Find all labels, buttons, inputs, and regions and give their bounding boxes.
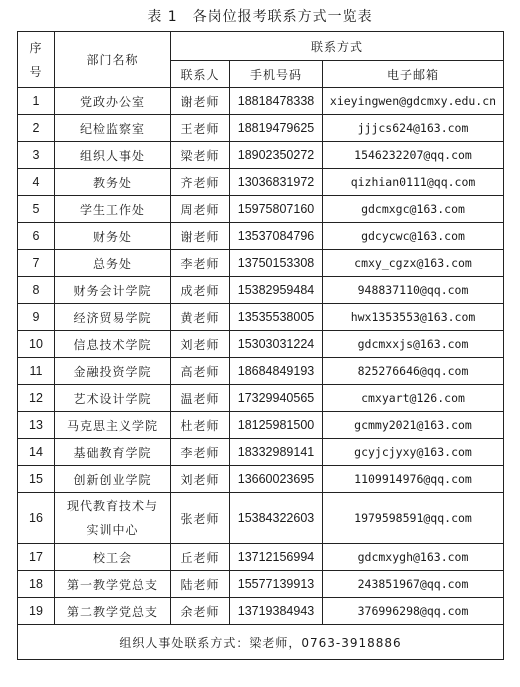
table-row	[18, 466, 504, 493]
email-address: cmxy_cgzx@163.com	[323, 250, 504, 277]
header-phone: 手机号码	[230, 61, 323, 88]
contact-person: 高老师	[171, 358, 230, 385]
contact-person: 周老师	[171, 196, 230, 223]
contact-person: 黄老师	[171, 304, 230, 331]
phone-number: 17329940565	[230, 385, 323, 412]
row-number: 19	[18, 598, 55, 625]
department-name-line-2: 实训中心	[86, 523, 139, 537]
contact-person: 刘老师	[171, 331, 230, 358]
row-number: 7	[18, 250, 55, 277]
phone-number: 18818478338	[230, 88, 323, 115]
header-index-label: 序号	[29, 40, 43, 79]
header-email: 电子邮箱	[323, 61, 504, 88]
department-name	[55, 493, 171, 544]
department-name: 党政办公室	[55, 88, 171, 115]
table-title: 表 1 各岗位报考联系方式一览表	[147, 9, 373, 25]
row-number: 8	[18, 277, 55, 304]
email-address: 1109914976@qq.com	[323, 466, 504, 493]
contact-person: 李老师	[171, 439, 230, 466]
table-row	[18, 571, 504, 598]
table-row	[18, 385, 504, 412]
contact-person: 谢老师	[171, 223, 230, 250]
row-number: 12	[18, 385, 55, 412]
contact-table	[17, 31, 504, 660]
row-number: 9	[18, 304, 55, 331]
phone-number: 15577139913	[230, 571, 323, 598]
contact-person: 梁老师	[171, 142, 230, 169]
email-address: 1546232207@qq.com	[323, 142, 504, 169]
contact-person: 杜老师	[171, 412, 230, 439]
contact-person: 陆老师	[171, 571, 230, 598]
table-row	[18, 598, 504, 625]
table-row	[18, 142, 504, 169]
contact-person: 王老师	[171, 115, 230, 142]
department-name-line-1: 现代教育技术与	[66, 499, 158, 513]
row-number: 6	[18, 223, 55, 250]
table-row	[18, 250, 504, 277]
department-name: 金融投资学院	[55, 358, 171, 385]
email-address: gdcmxxjs@163.com	[323, 331, 504, 358]
phone-number: 18684849193	[230, 358, 323, 385]
header-contact-person: 联系人	[171, 61, 230, 88]
row-number: 17	[18, 544, 55, 571]
row-number: 14	[18, 439, 55, 466]
phone-number: 13537084796	[230, 223, 323, 250]
phone-number: 15975807160	[230, 196, 323, 223]
row-number: 1	[18, 88, 55, 115]
table-row	[18, 544, 504, 571]
email-address: 1979598591@qq.com	[323, 493, 504, 544]
row-number: 5	[18, 196, 55, 223]
department-name: 马克思主义学院	[55, 412, 171, 439]
phone-number: 13750153308	[230, 250, 323, 277]
department-name: 教务处	[55, 169, 171, 196]
email-address: gcmmy2021@163.com	[323, 412, 504, 439]
email-address: 243851967@qq.com	[323, 571, 504, 598]
contact-person: 成老师	[171, 277, 230, 304]
email-address: gdcycwc@163.com	[323, 223, 504, 250]
table-row	[18, 439, 504, 466]
contact-person: 温老师	[171, 385, 230, 412]
row-number: 3	[18, 142, 55, 169]
contact-person: 齐老师	[171, 169, 230, 196]
phone-number: 13535538005	[230, 304, 323, 331]
phone-number: 18819479625	[230, 115, 323, 142]
department-name: 校工会	[55, 544, 171, 571]
header-index	[18, 32, 55, 88]
table-row	[18, 196, 504, 223]
email-address: hwx1353553@163.com	[323, 304, 504, 331]
department-name: 创新创业学院	[55, 466, 171, 493]
table-row	[18, 88, 504, 115]
footer-row	[18, 625, 504, 660]
department-name: 第一教学党总支	[55, 571, 171, 598]
table-row	[18, 358, 504, 385]
contact-person: 余老师	[171, 598, 230, 625]
email-address: 376996298@qq.com	[323, 598, 504, 625]
phone-number: 18125981500	[230, 412, 323, 439]
footer-contact-note: 组织人事处联系方式：梁老师，0763-3918886	[18, 625, 504, 660]
department-name: 学生工作处	[55, 196, 171, 223]
email-address: gdcmxgc@163.com	[323, 196, 504, 223]
row-number: 16	[18, 493, 55, 544]
phone-number: 13719384943	[230, 598, 323, 625]
row-number: 4	[18, 169, 55, 196]
department-name: 信息技术学院	[55, 331, 171, 358]
row-number: 10	[18, 331, 55, 358]
row-number: 18	[18, 571, 55, 598]
email-address: gcyjcjyxy@163.com	[323, 439, 504, 466]
email-address: 948837110@qq.com	[323, 277, 504, 304]
email-address: qizhian0111@qq.com	[323, 169, 504, 196]
phone-number: 18332989141	[230, 439, 323, 466]
contact-person: 丘老师	[171, 544, 230, 571]
contact-person: 刘老师	[171, 466, 230, 493]
email-address: xieyingwen@gdcmxy.edu.cn	[323, 88, 504, 115]
phone-number: 13036831972	[230, 169, 323, 196]
table-row	[18, 493, 504, 544]
department-name: 总务处	[55, 250, 171, 277]
contact-person: 谢老师	[171, 88, 230, 115]
email-address: 825276646@qq.com	[323, 358, 504, 385]
phone-number: 18902350272	[230, 142, 323, 169]
header-department: 部门名称	[55, 32, 171, 88]
department-name: 纪检监察室	[55, 115, 171, 142]
email-address: jjjcs624@163.com	[323, 115, 504, 142]
contact-person: 李老师	[171, 250, 230, 277]
department-name: 第二教学党总支	[55, 598, 171, 625]
table-row	[18, 412, 504, 439]
table-row	[18, 223, 504, 250]
table-row	[18, 169, 504, 196]
row-number: 13	[18, 412, 55, 439]
contact-person: 张老师	[171, 493, 230, 544]
row-number: 15	[18, 466, 55, 493]
department-name: 财务处	[55, 223, 171, 250]
table-row	[18, 331, 504, 358]
email-address: cmxyart@126.com	[323, 385, 504, 412]
phone-number: 15382959484	[230, 277, 323, 304]
phone-number: 15384322603	[230, 493, 323, 544]
table-row	[18, 277, 504, 304]
table-row	[18, 304, 504, 331]
department-name: 基础教育学院	[55, 439, 171, 466]
department-name: 财务会计学院	[55, 277, 171, 304]
email-address: gdcmxygh@163.com	[323, 544, 504, 571]
header-contact-group: 联系方式	[171, 32, 504, 61]
phone-number: 13712156994	[230, 544, 323, 571]
table-row	[18, 115, 504, 142]
phone-number: 13660023695	[230, 466, 323, 493]
row-number: 11	[18, 358, 55, 385]
row-number: 2	[18, 115, 55, 142]
department-name: 组织人事处	[55, 142, 171, 169]
department-name: 经济贸易学院	[55, 304, 171, 331]
phone-number: 15303031224	[230, 331, 323, 358]
department-name: 艺术设计学院	[55, 385, 171, 412]
